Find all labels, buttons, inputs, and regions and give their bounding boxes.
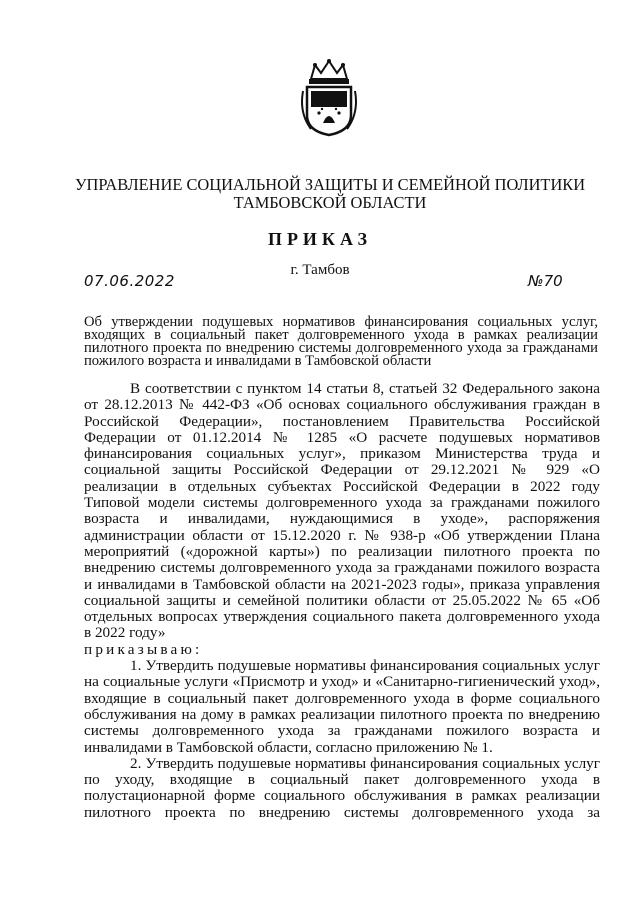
organization-name: УПРАВЛЕНИЕ СОЦИАЛЬНОЙ ЗАЩИТЫ И СЕМЕЙНОЙ ПОЛИТИКИ ТАМБОВСКОЙ ОБЛАСТИ xyxy=(74,175,586,212)
document-city: г. Тамбов xyxy=(290,262,350,278)
coat-of-arms-icon xyxy=(297,57,361,137)
order-item-1: 1. Утвердить подушевые нормативы финансирования социальных услуг на социальные услуги «Присмотр и уход» и «Санитарно-гигиенический уход», входящие в социальный пакет долговременного ухода в форме социального обслуживания на дому в рамках реализации пилотного проекта по внедрению системы долговременного ухода за гражданами пожилого возраста и инвалидами в Тамбовской области, согласно приложению № 1. xyxy=(84,657,600,756)
document-body xyxy=(84,381,600,821)
preamble-paragraph: В соответствии с пунктом 14 статьи 8, статьей 32 Федерального закона от 28.12.2013 № 442-ФЗ «Об основах социального обслуживания граждан в Российской Федерации», постановлением Правительства Российской Федерации от 01.12.2014 № 1285 «О расчете подушевых нормативов финансирования социальных услуг», приказом Министерства труда и социальной защиты Российской Федерации от 29.12.2021 № 929 «О реализации в отдельных субъектах Российской Федерации в 2022 году Типовой модели системы долговременного ухода за гражданами пожилого возраста и инвалидами, нуждающимися в уходе», распоряжения администрации области от 15.12.2020 г. № 938-р «Об утверждении Плана мероприятий («дорожной карты») по реализации пилотного проекта по внедрению системы долговременного ухода за гражданами пожилого возраста и инвалидами в Тамбовской области на 2021-2023 годы», приказа управления социальной защиты и семейной политики области от 25.05.2022 № 65 «Об отдельных вопросах утверждения социального пакета долговременного ухода в 2022 году» xyxy=(84,380,600,642)
document-subject: Об утверждении подушевых нормативов финансирования социальных услуг, входящих в социальный пакет долговременного ухода в рамках реализации пилотного проекта по внедрению системы долговременного ухода за гражданами пожилого возраста и инвалидами в Тамбовской области xyxy=(84,314,598,369)
order-item-2: 2. Утвердить подушевые нормативы финансирования социальных услуг по уходу, входящие в социальный пакет долговременного ухода в полустационарной форме социального обслуживания в рамках реализации пилотного проекта по внедрению системы долговременного ухода за xyxy=(84,754,600,821)
document-number: №70 xyxy=(528,272,563,290)
document-type-title: ПРИКАЗ xyxy=(267,229,373,249)
document-date: 07.06.2022 xyxy=(84,272,175,290)
order-word: приказываю: xyxy=(84,640,203,658)
